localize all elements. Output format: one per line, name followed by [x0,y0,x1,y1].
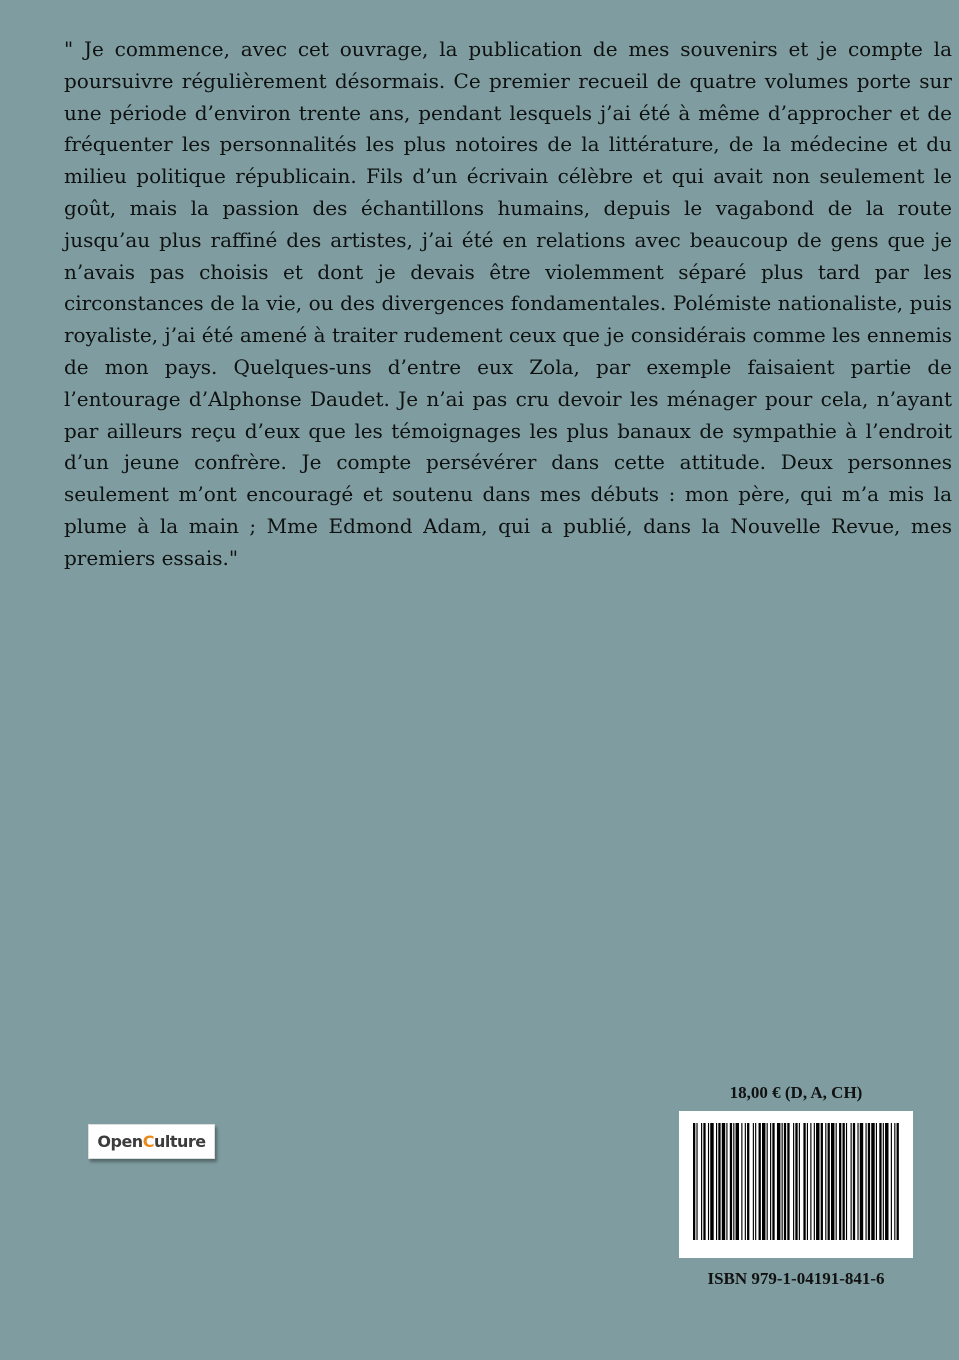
barcode-bars [693,1123,899,1240]
barcode-bar [701,1123,702,1240]
barcode-bar [741,1123,742,1240]
barcode-bar [777,1123,780,1240]
barcode-bar [759,1123,761,1240]
barcode-bar [828,1123,830,1240]
barcode-bar [821,1123,823,1240]
barcode-bar [897,1123,899,1240]
barcode-bar [696,1123,697,1240]
barcode-bar [784,1123,786,1240]
barcode-bar [795,1123,797,1240]
publisher-logo [88,1124,215,1159]
barcode [679,1111,913,1258]
barcode-bar [772,1123,774,1240]
barcode-bar [810,1123,811,1240]
barcode-bar [799,1123,800,1240]
barcode-bar [803,1123,805,1240]
barcode-bar [767,1123,768,1240]
barcode-bar [755,1123,756,1240]
barcode-bar [891,1123,892,1240]
barcode-bar [871,1123,874,1240]
barcode-bar [730,1123,732,1240]
barcode-bar [866,1123,867,1240]
barcode-bar [825,1123,826,1240]
barcode-bar [846,1123,847,1240]
barcode-bar [879,1123,881,1240]
barcode-bar [782,1123,783,1240]
barcode-bar [857,1123,858,1240]
barcode-bar [787,1123,789,1240]
barcode-bar [860,1123,863,1240]
barcode-bar [836,1123,837,1240]
barcode-bar [843,1123,845,1240]
barcode-bar [853,1123,855,1240]
barcode-bar [851,1123,852,1240]
barcode-bar [753,1123,754,1240]
barcode-bar [762,1123,765,1240]
barcode-bar [747,1123,749,1240]
blurb-text: " Je commence, avec cet ouvrage, la publication de mes souvenirs et je compte la poursuivre régulièrement désormais. Ce premier recueil de quatre volumes porte sur une période d’environ trente ans, pendant lesquels j’ai été à même d’approcher et de fréquenter les personnalités les plus notoires de la littérature, de la médecine et du milieu politique républicain. Fils d’un écrivain célèbre et qui avait non seulement le goût, mais la passion des échantillons humains, depuis le vagabond de la route jusqu’au plus raffiné des artistes, j’ai été en relations avec beaucoup de gens que je n’avais pas choisis et dont je devais être violemment séparé plus tard par les circonstances de la vie, ou des divergences fondamentales. Polémiste nationaliste, puis royaliste, j’ai été amené à traiter rudement ceux que je considérais comme les ennemis de mon pays. Quelques-uns d’entre eux Zola, par exemple faisaient partie de l’entourage d’Alphonse Daudet. Je n’ai pas cru devoir les ménager pour cela, n’ayant par ailleurs reçu d’eux que les témoignages les plus banaux de sympathie à l’endroit d’un jeune confrère. Je compte persévérer dans cette attitude. Deux personnes seulement m’ont encouragé et soutenu dans mes débuts : mon père, qui m’a mis la plume à la main ; Mme Edmond Adam, qui a publié, dans la Nouvelle Revue, mes premiers essais." [64,37,952,570]
barcode-bar [839,1123,841,1240]
barcode-bar [894,1123,895,1240]
barcode-bar [831,1123,834,1240]
barcode-bar [722,1123,725,1240]
logo-mark: C [142,1132,154,1151]
barcode-bar [745,1123,746,1240]
barcode-bar [814,1123,815,1240]
barcode-bar [770,1123,771,1240]
barcode-bar [793,1123,794,1240]
barcode-bar [718,1123,720,1240]
barcode-bar [726,1123,727,1240]
barcode-bar [708,1123,709,1240]
barcode-bar [693,1123,695,1240]
barcode-bar [703,1123,705,1240]
isbn-label: ISBN 979-1-04191-841-6 [707,1269,885,1288]
logo-text-culture: ulture [153,1132,206,1151]
barcode-bar [716,1123,717,1240]
barcode-bar [736,1123,739,1240]
barcode-bar [868,1123,870,1240]
barcode-bar [816,1123,819,1240]
barcode-bar [710,1123,713,1240]
barcode-bar [876,1123,877,1240]
barcode-bar [883,1123,884,1240]
barcode-bar [885,1123,888,1240]
price-label: 18,00 € (D, A, CH) [729,1083,863,1102]
barcode-bar [807,1123,808,1240]
logo-text-open: Open [97,1132,143,1151]
barcode-bar [733,1123,734,1240]
